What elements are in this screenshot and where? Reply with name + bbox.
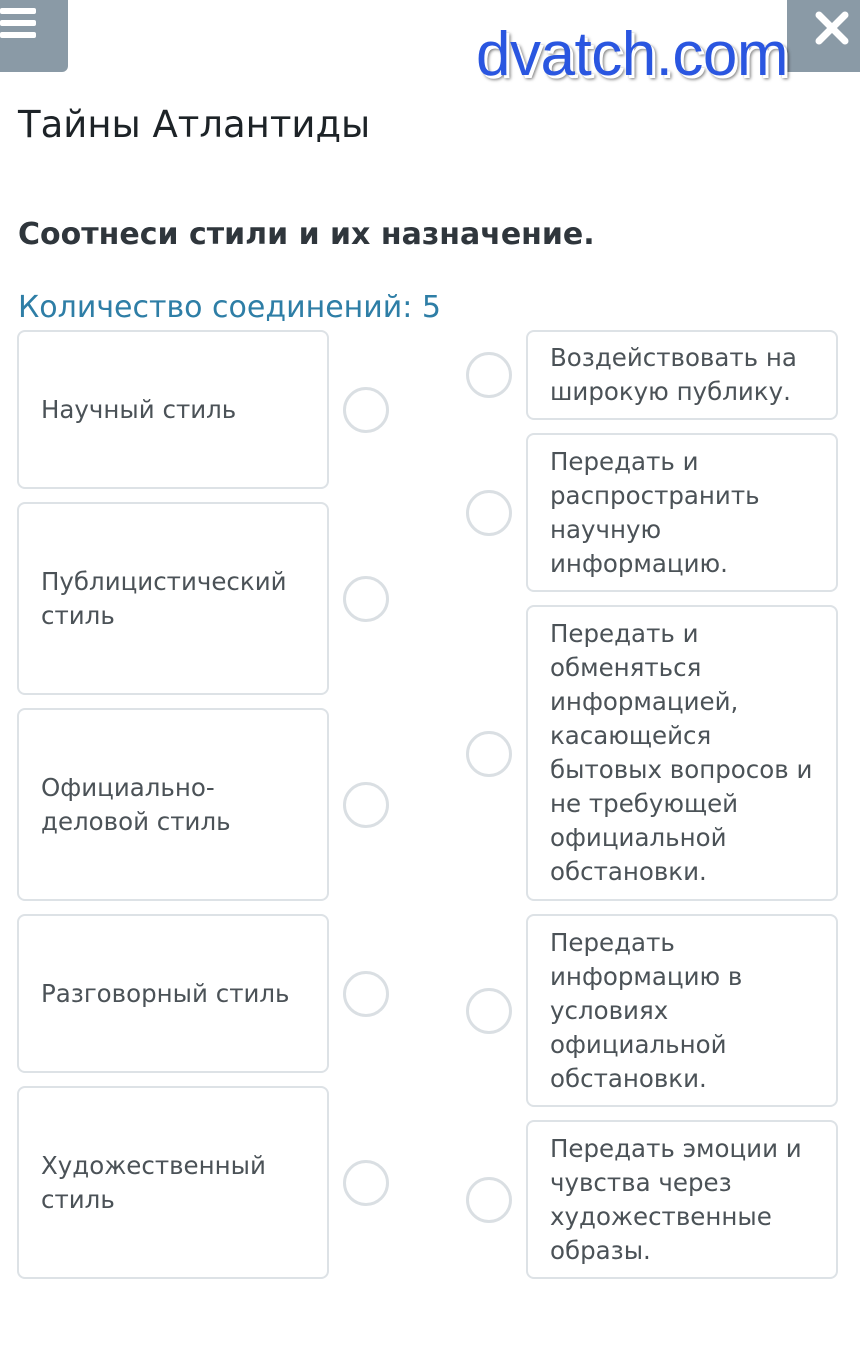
- left-card-scientific[interactable]: [17, 330, 329, 489]
- close-icon: [814, 10, 850, 46]
- left-card-label: Художественный стиль: [41, 1150, 266, 1214]
- left-connector-radio[interactable]: [343, 576, 389, 622]
- close-button[interactable]: [787, 0, 860, 72]
- left-card-label: Научный стиль: [41, 394, 237, 424]
- right-card-label: Передать и обменяться информацией, касающейся бытовых вопросов и не требующей официальной обстановки.: [550, 619, 813, 886]
- left-card-artistic[interactable]: [17, 1086, 329, 1279]
- left-card-label: Публицистический стиль: [41, 566, 287, 630]
- right-connector-radio[interactable]: [466, 1177, 512, 1223]
- left-connector-radio[interactable]: [343, 387, 389, 433]
- right-card-scientific-info[interactable]: [526, 433, 838, 592]
- left-card-label: Официально-деловой стиль: [41, 772, 231, 836]
- page-title: Тайны Атлантиды: [18, 103, 371, 146]
- right-card-official-info[interactable]: [526, 914, 838, 1107]
- menu-button[interactable]: [0, 0, 68, 72]
- right-connector-radio[interactable]: [466, 352, 512, 398]
- left-card-journalistic[interactable]: [17, 502, 329, 695]
- right-connector-radio[interactable]: [466, 490, 512, 536]
- watermark: dvatch.com: [476, 20, 789, 89]
- right-card-everyday-info[interactable]: [526, 605, 838, 901]
- left-card-label: Разговорный стиль: [41, 978, 290, 1008]
- question-text: Соотнеси стили и их назначение.: [18, 217, 595, 252]
- left-card-official[interactable]: [17, 708, 329, 901]
- hamburger-menu-icon: [0, 8, 36, 38]
- left-connector-radio[interactable]: [343, 971, 389, 1017]
- left-connector-radio[interactable]: [343, 782, 389, 828]
- left-card-conversational[interactable]: [17, 914, 329, 1073]
- right-card-label: Воздействовать на широкую публику.: [550, 343, 797, 406]
- right-card-public-influence[interactable]: [526, 330, 838, 420]
- right-card-label: Передать и распространить научную информацию.: [550, 446, 760, 578]
- right-connector-radio[interactable]: [466, 731, 512, 777]
- connections-count: Количество соединений: 5: [18, 290, 442, 325]
- right-card-label: Передать эмоции и чувства через художественные образы.: [550, 1133, 802, 1265]
- right-card-emotions[interactable]: [526, 1120, 838, 1279]
- right-connector-radio[interactable]: [466, 988, 512, 1034]
- right-card-label: Передать информацию в условиях официальной обстановки.: [550, 927, 743, 1093]
- left-connector-radio[interactable]: [343, 1160, 389, 1206]
